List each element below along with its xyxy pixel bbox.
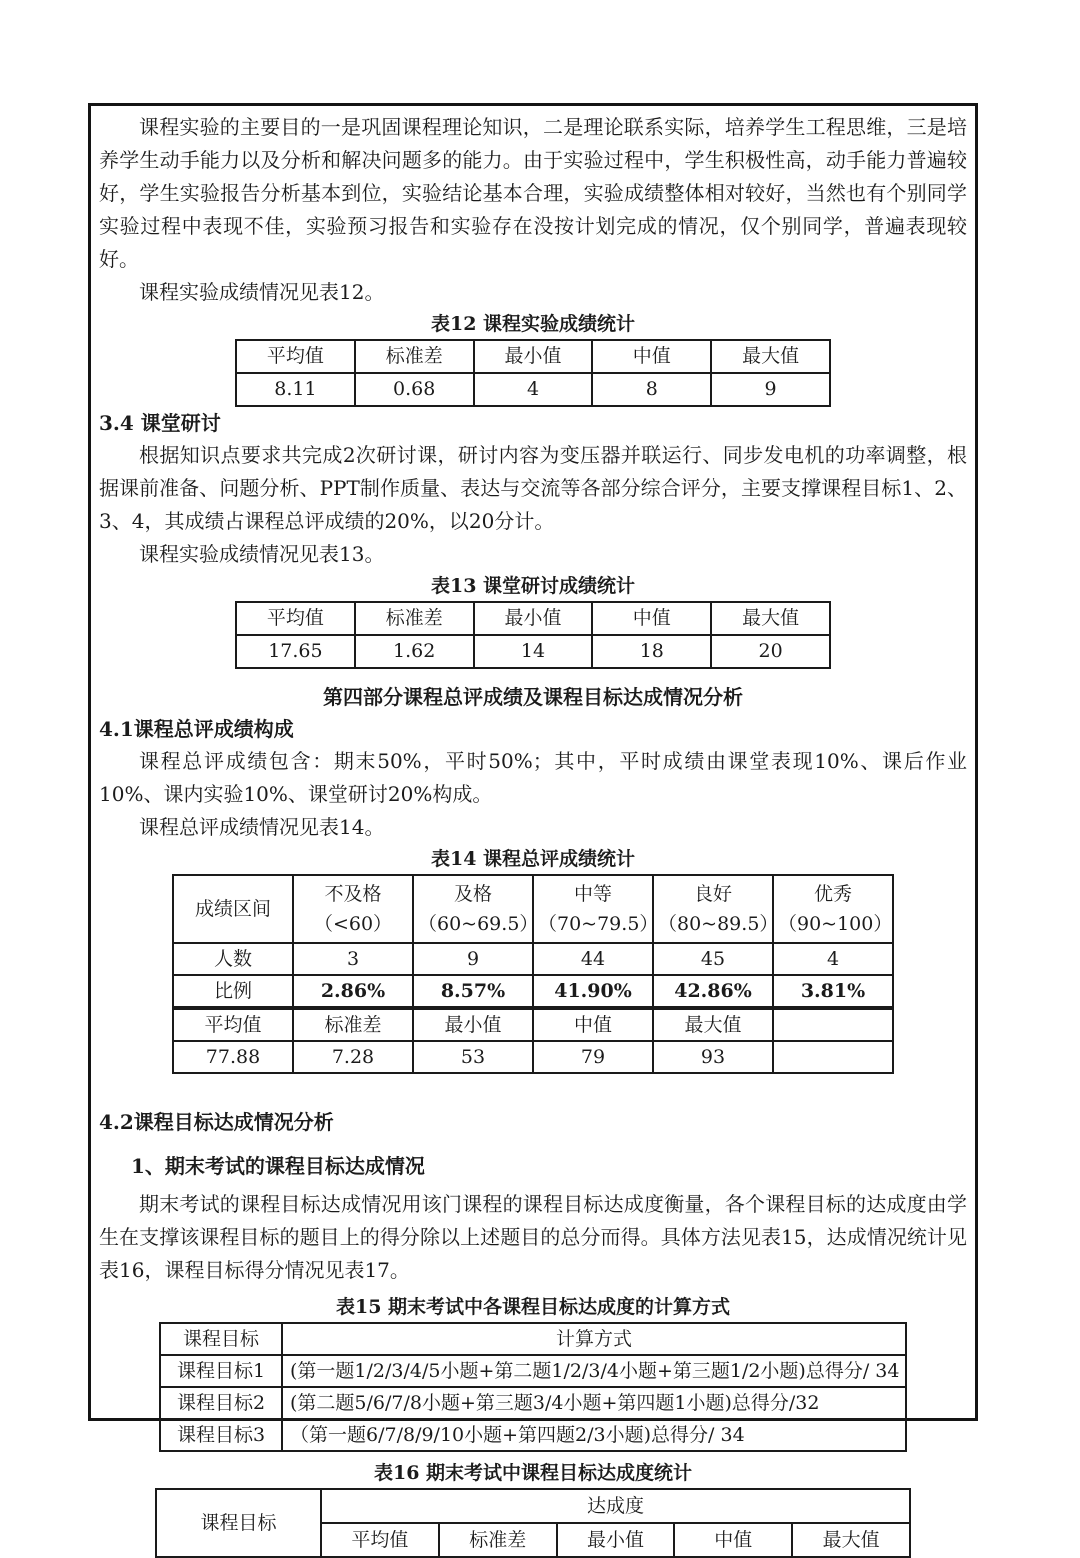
para-course-experiment: 课程实验的主要目的一是巩固课程理论知识，二是理论联系实际，培养学生工程思维，三是培养学生动手能力以及分析和解决问题多的能力。由于实验过程中，学生积极性高，动手能力普遍较好，学生实验报告分析基本到位，实验结论基本合理，实验成绩整体相对较好，当然也有个别同学实验过程中表现不佳，实验预习报告和实验存在没按计划完成的情况，仅个别同学，普遍表现较好。 bbox=[99, 115, 967, 271]
document-page bbox=[88, 103, 978, 1551]
table-cell: 8.57% bbox=[413, 975, 533, 1008]
table-cell: 人数 bbox=[173, 943, 293, 975]
table-cell: 8 bbox=[592, 373, 711, 406]
grade-label: 优秀 bbox=[813, 883, 852, 905]
table-cell: 中值 bbox=[674, 1523, 792, 1557]
table-cell: 93 bbox=[653, 1041, 773, 1073]
table-cell bbox=[773, 1041, 893, 1073]
heading-4-2-1: 1、期末考试的课程目标达成情况 bbox=[131, 1154, 425, 1178]
table-cell: 比例 bbox=[173, 975, 293, 1008]
table-cell: 最大值 bbox=[711, 340, 830, 373]
table-cell: 79 bbox=[533, 1041, 653, 1073]
table-cell: 课程目标 bbox=[156, 1489, 321, 1557]
table-cell: 17.65 bbox=[236, 635, 355, 668]
table-cell: 计算方式 bbox=[282, 1323, 906, 1355]
table-cell: 最小值 bbox=[474, 340, 593, 373]
table-cell: 4 bbox=[474, 373, 593, 406]
grade-label: 不及格 bbox=[324, 883, 382, 905]
table-cell: 42.86% bbox=[653, 975, 773, 1008]
table-cell: 最小值 bbox=[557, 1523, 675, 1557]
table12-caption: 表12 课程实验成绩统计 bbox=[430, 313, 636, 335]
table-cell: 达成度 bbox=[321, 1489, 910, 1523]
table-cell: 53 bbox=[413, 1041, 533, 1073]
table-row bbox=[156, 1489, 910, 1523]
part4-heading: 第四部分课程总评成绩及课程目标达成情况分析 bbox=[323, 685, 743, 709]
table-cell: 平均值 bbox=[173, 1008, 293, 1041]
table-cell: 课程目标 bbox=[160, 1323, 282, 1355]
table-cell: 20 bbox=[711, 635, 830, 668]
table-cell: 最大值 bbox=[711, 602, 830, 635]
table-row bbox=[173, 1041, 893, 1073]
para-final-exam: 期末考试的课程目标达成情况用该门课程的课程目标达成度衡量，各个课程目标的达成度由学生在支撑该课程目标的题目上的得分除以上述题目的总分而得。具体方法见表15，达成情况统计见表16，课程目标得分情况见表17。 bbox=[99, 1192, 967, 1282]
table-12 bbox=[235, 339, 831, 407]
table-row bbox=[173, 875, 893, 943]
table-cell: (第二题5/6/7/8小题+第三题3/4小题+第四题1小题)总得分/32 bbox=[282, 1387, 906, 1419]
table-cell: 18 bbox=[592, 635, 711, 668]
table-cell: 4 bbox=[773, 943, 893, 975]
table-cell: 最大值 bbox=[653, 1008, 773, 1041]
table-row bbox=[173, 1008, 893, 1041]
table-cell: 平均值 bbox=[321, 1523, 439, 1557]
grade-label: 及格 bbox=[453, 883, 492, 905]
table-cell: 课程目标3 bbox=[160, 1419, 282, 1451]
table-cell: 9 bbox=[413, 943, 533, 975]
table-cell bbox=[773, 875, 893, 943]
table-cell: 45 bbox=[653, 943, 773, 975]
table-15 bbox=[159, 1322, 907, 1452]
table-cell bbox=[533, 875, 659, 943]
table-cell bbox=[773, 1008, 893, 1041]
table-cell: 41.90% bbox=[533, 975, 653, 1008]
para-see-table14: 课程总评成绩情况见表14。 bbox=[139, 815, 385, 839]
table-row bbox=[236, 635, 830, 668]
para-total-score: 课程总评成绩包含：期末50%，平时50%；其中，平时成绩由课堂表现10%、课后作业10%、课内实验10%、课堂研讨20%构成。 bbox=[99, 749, 967, 806]
table-cell: 1.62 bbox=[355, 635, 474, 668]
table-row bbox=[160, 1387, 906, 1419]
grade-range: （70~79.5） bbox=[538, 913, 659, 935]
table-cell: 中值 bbox=[533, 1008, 653, 1041]
table-cell: 标准差 bbox=[439, 1523, 557, 1557]
table-row bbox=[236, 602, 830, 635]
table-cell bbox=[413, 875, 539, 943]
table-cell: 0.68 bbox=[355, 373, 474, 406]
table15-caption: 表15 期末考试中各课程目标达成度的计算方式 bbox=[335, 1296, 731, 1318]
table-cell: 课程目标2 bbox=[160, 1387, 282, 1419]
table-row bbox=[236, 373, 830, 406]
table-cell: 3 bbox=[293, 943, 413, 975]
table-cell: 最小值 bbox=[413, 1008, 533, 1041]
para-seminar: 根据知识点要求共完成2次研讨课，研讨内容为变压器并联运行、同步发电机的功率调整，根据课前准备、问题分析、PPT制作质量、表达与交流等各部分综合评分，主要支撑课程目标1、2、3、4，其成绩占课程总评成绩的20%，以20分计。 bbox=[99, 443, 967, 533]
table-14 bbox=[172, 874, 894, 1074]
table-cell: 最大值 bbox=[792, 1523, 910, 1557]
table-cell: 课程目标1 bbox=[160, 1355, 282, 1387]
table16-caption: 表16 期末考试中课程目标达成度统计 bbox=[373, 1462, 693, 1484]
grade-label: 良好 bbox=[693, 883, 732, 905]
table-13 bbox=[235, 601, 831, 669]
table-cell: 7.28 bbox=[293, 1041, 413, 1073]
para-see-table12: 课程实验成绩情况见表12。 bbox=[139, 280, 385, 304]
heading-4-2: 4.2课程目标达成情况分析 bbox=[99, 1110, 334, 1134]
grade-range: （90~100） bbox=[778, 913, 893, 935]
table-cell: 平均值 bbox=[236, 340, 355, 373]
table-cell: 标准差 bbox=[355, 602, 474, 635]
table13-caption: 表13 课堂研讨成绩统计 bbox=[430, 575, 636, 597]
table14-caption: 表14 课程总评成绩统计 bbox=[430, 848, 636, 870]
table-cell: 标准差 bbox=[293, 1008, 413, 1041]
grade-range: （60~69.5） bbox=[418, 913, 539, 935]
table-cell: (第一题1/2/3/4/5小题+第二题1/2/3/4小题+第三题1/2小题)总得分/ 34 bbox=[282, 1355, 906, 1387]
table-cell: 平均值 bbox=[236, 602, 355, 635]
table-row bbox=[160, 1355, 906, 1387]
grade-range: （<60） bbox=[313, 913, 393, 935]
table-16 bbox=[155, 1488, 911, 1558]
grade-range: （80~89.5） bbox=[658, 913, 779, 935]
heading-4-1: 4.1课程总评成绩构成 bbox=[99, 717, 294, 741]
table-cell: 标准差 bbox=[355, 340, 474, 373]
grade-label: 中等 bbox=[573, 883, 612, 905]
table-cell: 3.81% bbox=[773, 975, 893, 1008]
table-cell: 中值 bbox=[592, 340, 711, 373]
heading-3-4: 3.4 课堂研讨 bbox=[99, 411, 221, 435]
table-cell bbox=[293, 875, 413, 943]
table-cell: 9 bbox=[711, 373, 830, 406]
table-cell: 77.88 bbox=[173, 1041, 293, 1073]
table-row bbox=[173, 975, 893, 1008]
para-see-table13: 课程实验成绩情况见表13。 bbox=[139, 542, 385, 566]
table-row bbox=[236, 340, 830, 373]
table-cell: 2.86% bbox=[293, 975, 413, 1008]
table-row bbox=[160, 1419, 906, 1451]
table-row bbox=[160, 1323, 906, 1355]
table-cell bbox=[653, 875, 779, 943]
table-row bbox=[173, 943, 893, 975]
table-cell: 中值 bbox=[592, 602, 711, 635]
table-cell: 最小值 bbox=[474, 602, 593, 635]
table-cell: （第一题6/7/8/9/10小题+第四题2/3小题)总得分/ 34 bbox=[282, 1419, 906, 1451]
table-cell: 成绩区间 bbox=[173, 875, 293, 943]
table-cell: 8.11 bbox=[236, 373, 355, 406]
table-cell: 44 bbox=[533, 943, 653, 975]
table-cell: 14 bbox=[474, 635, 593, 668]
